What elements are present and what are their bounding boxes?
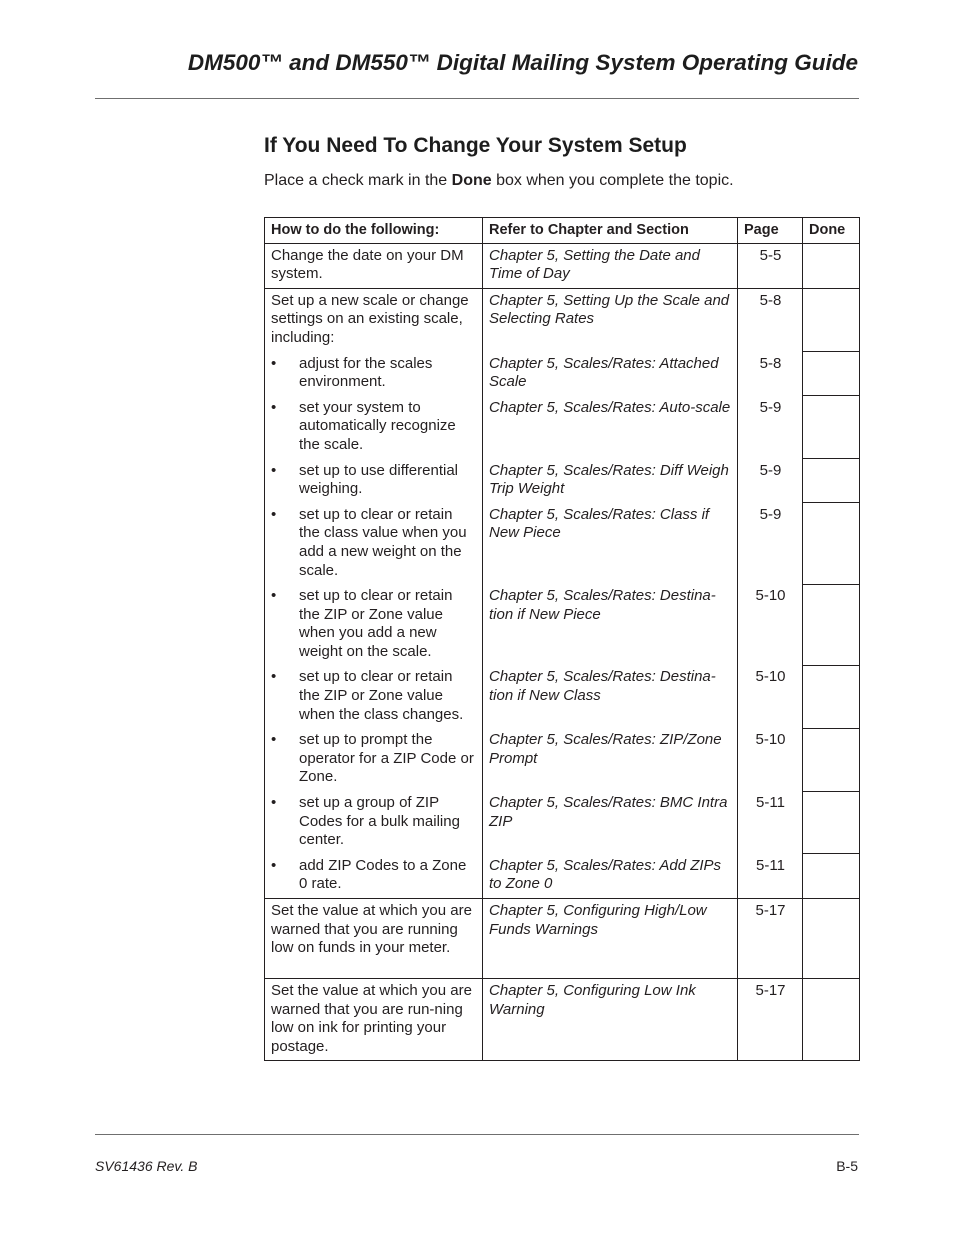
page-cell: 5-9 — [738, 396, 803, 459]
intro-text-start: Place a check mark in the — [264, 172, 452, 189]
page-cell: 5-17 — [738, 899, 803, 979]
task-cell — [265, 728, 483, 791]
done-checkbox[interactable] — [803, 665, 860, 728]
task-text: adjust for the scales environment. — [299, 354, 433, 391]
reference-cell: Chapter 5, Scales/Rates: Class if New Piece — [483, 503, 738, 584]
table-row — [265, 396, 860, 459]
task-text: set up to clear or retain the ZIP or Zone value when the class changes. — [299, 668, 464, 723]
task-cell — [265, 352, 483, 396]
page-cell: 5-9 — [738, 459, 803, 503]
table-row — [265, 243, 860, 288]
task-cell — [265, 665, 483, 728]
intro-text-bold: Done — [451, 172, 492, 189]
task-text: set up to clear or retain the ZIP or Zone value when you add a new weight on the scale. — [299, 587, 453, 660]
task-cell: Set up a new scale or change settings on an existing scale, including: — [265, 288, 483, 351]
reference-cell: Chapter 5, Scales/Rates: Diff Weigh Trip Weight — [483, 459, 738, 503]
bullet-marker: • — [271, 354, 277, 372]
document-title: DM500™ and DM550™ Digital Mailing System Operating Guide — [187, 50, 858, 75]
page-number: B-5 — [836, 1158, 858, 1174]
table-row — [265, 979, 860, 1061]
table-row — [265, 854, 860, 899]
bullet-marker: • — [271, 587, 277, 605]
column-header-page: Page — [738, 218, 803, 244]
done-checkbox[interactable] — [803, 899, 860, 979]
table-row — [265, 899, 860, 979]
done-checkbox[interactable] — [803, 979, 860, 1061]
table-row — [265, 352, 860, 396]
reference-cell: Chapter 5, Scales/Rates: Attached Scale — [483, 352, 738, 396]
done-checkbox[interactable] — [803, 791, 860, 854]
bullet-marker: • — [271, 856, 277, 874]
task-text: set up to prompt the operator for a ZIP Code or Zone. — [299, 731, 474, 786]
task-cell — [265, 503, 483, 584]
task-text: add ZIP Codes to a Zone 0 rate. — [299, 856, 467, 893]
table-row — [265, 584, 860, 665]
table-row — [265, 791, 860, 854]
done-checkbox[interactable] — [803, 584, 860, 665]
table-row — [265, 503, 860, 584]
column-header-task: How to do the following: — [265, 218, 483, 244]
table-row — [265, 288, 860, 351]
page-cell: 5-8 — [738, 352, 803, 396]
task-cell: Change the date on your DM system. — [265, 243, 483, 288]
done-checkbox[interactable] — [803, 288, 860, 351]
task-cell: Set the value at which you are warned that you are run-ning low on ink for printing your postage. — [265, 979, 483, 1061]
reference-cell: Chapter 5, Configuring High/Low Funds Warnings — [483, 899, 738, 979]
document-revision: SV61436 Rev. B — [95, 1158, 198, 1174]
bullet-marker: • — [271, 668, 277, 686]
table-row — [265, 459, 860, 503]
reference-cell: Chapter 5, Setting the Date and Time of Day — [483, 243, 738, 288]
reference-cell: Chapter 5, Scales/Rates: Add ZIPs to Zone 0 — [483, 854, 738, 899]
reference-cell: Chapter 5, Scales/Rates: ZIP/Zone Prompt — [483, 728, 738, 791]
reference-cell: Chapter 5, Setting Up the Scale and Selecting Rates — [483, 288, 738, 351]
column-header-reference: Refer to Chapter and Section — [483, 218, 738, 244]
bullet-marker: • — [271, 794, 277, 812]
header-divider — [95, 98, 859, 99]
setup-checklist-table — [264, 217, 860, 1061]
page-cell: 5-17 — [738, 979, 803, 1061]
page-cell: 5-10 — [738, 728, 803, 791]
page-cell: 5-11 — [738, 791, 803, 854]
done-checkbox[interactable] — [803, 728, 860, 791]
page-cell: 5-10 — [738, 665, 803, 728]
done-checkbox[interactable] — [803, 243, 860, 288]
bullet-marker: • — [271, 505, 277, 523]
page-cell: 5-5 — [738, 243, 803, 288]
done-checkbox[interactable] — [803, 503, 860, 584]
page-cell: 5-9 — [738, 503, 803, 584]
task-text: set up a group of ZIP Codes for a bulk mailing center. — [299, 794, 460, 849]
task-cell — [265, 459, 483, 503]
reference-cell: Chapter 5, Configuring Low Ink Warning — [483, 979, 738, 1061]
task-cell — [265, 791, 483, 854]
done-checkbox[interactable] — [803, 854, 860, 899]
bullet-marker: • — [271, 398, 277, 416]
task-cell — [265, 854, 483, 899]
reference-cell: Chapter 5, Scales/Rates: Destina-tion if New Class — [483, 665, 738, 728]
reference-cell: Chapter 5, Scales/Rates: Auto-scale — [483, 396, 738, 459]
page-cell: 5-10 — [738, 584, 803, 665]
section-heading: If You Need To Change Your System Setup — [264, 134, 687, 157]
table-row — [265, 728, 860, 791]
reference-cell: Chapter 5, Scales/Rates: Destina-tion if New Piece — [483, 584, 738, 665]
column-header-done: Done — [803, 218, 860, 244]
task-text: set up to use differential weighing. — [299, 461, 458, 498]
bullet-marker: • — [271, 731, 277, 749]
intro-text — [264, 172, 734, 190]
done-checkbox[interactable] — [803, 352, 860, 396]
intro-text-end: box when you complete the topic. — [491, 172, 734, 189]
reference-cell: Chapter 5, Scales/Rates: BMC Intra ZIP — [483, 791, 738, 854]
table-row — [265, 665, 860, 728]
task-cell — [265, 396, 483, 459]
task-text: set your system to automatically recognize the scale. — [299, 398, 456, 453]
table-header-row — [265, 218, 860, 244]
page-cell: 5-8 — [738, 288, 803, 351]
task-text: set up to clear or retain the class value when you add a new weight on the scale. — [299, 505, 467, 579]
task-cell: Set the value at which you are warned that you are running low on funds in your meter. — [265, 899, 483, 979]
task-cell — [265, 584, 483, 665]
bullet-marker: • — [271, 461, 277, 479]
done-checkbox[interactable] — [803, 396, 860, 459]
done-checkbox[interactable] — [803, 459, 860, 503]
page-cell: 5-11 — [738, 854, 803, 899]
footer-divider — [95, 1134, 859, 1135]
